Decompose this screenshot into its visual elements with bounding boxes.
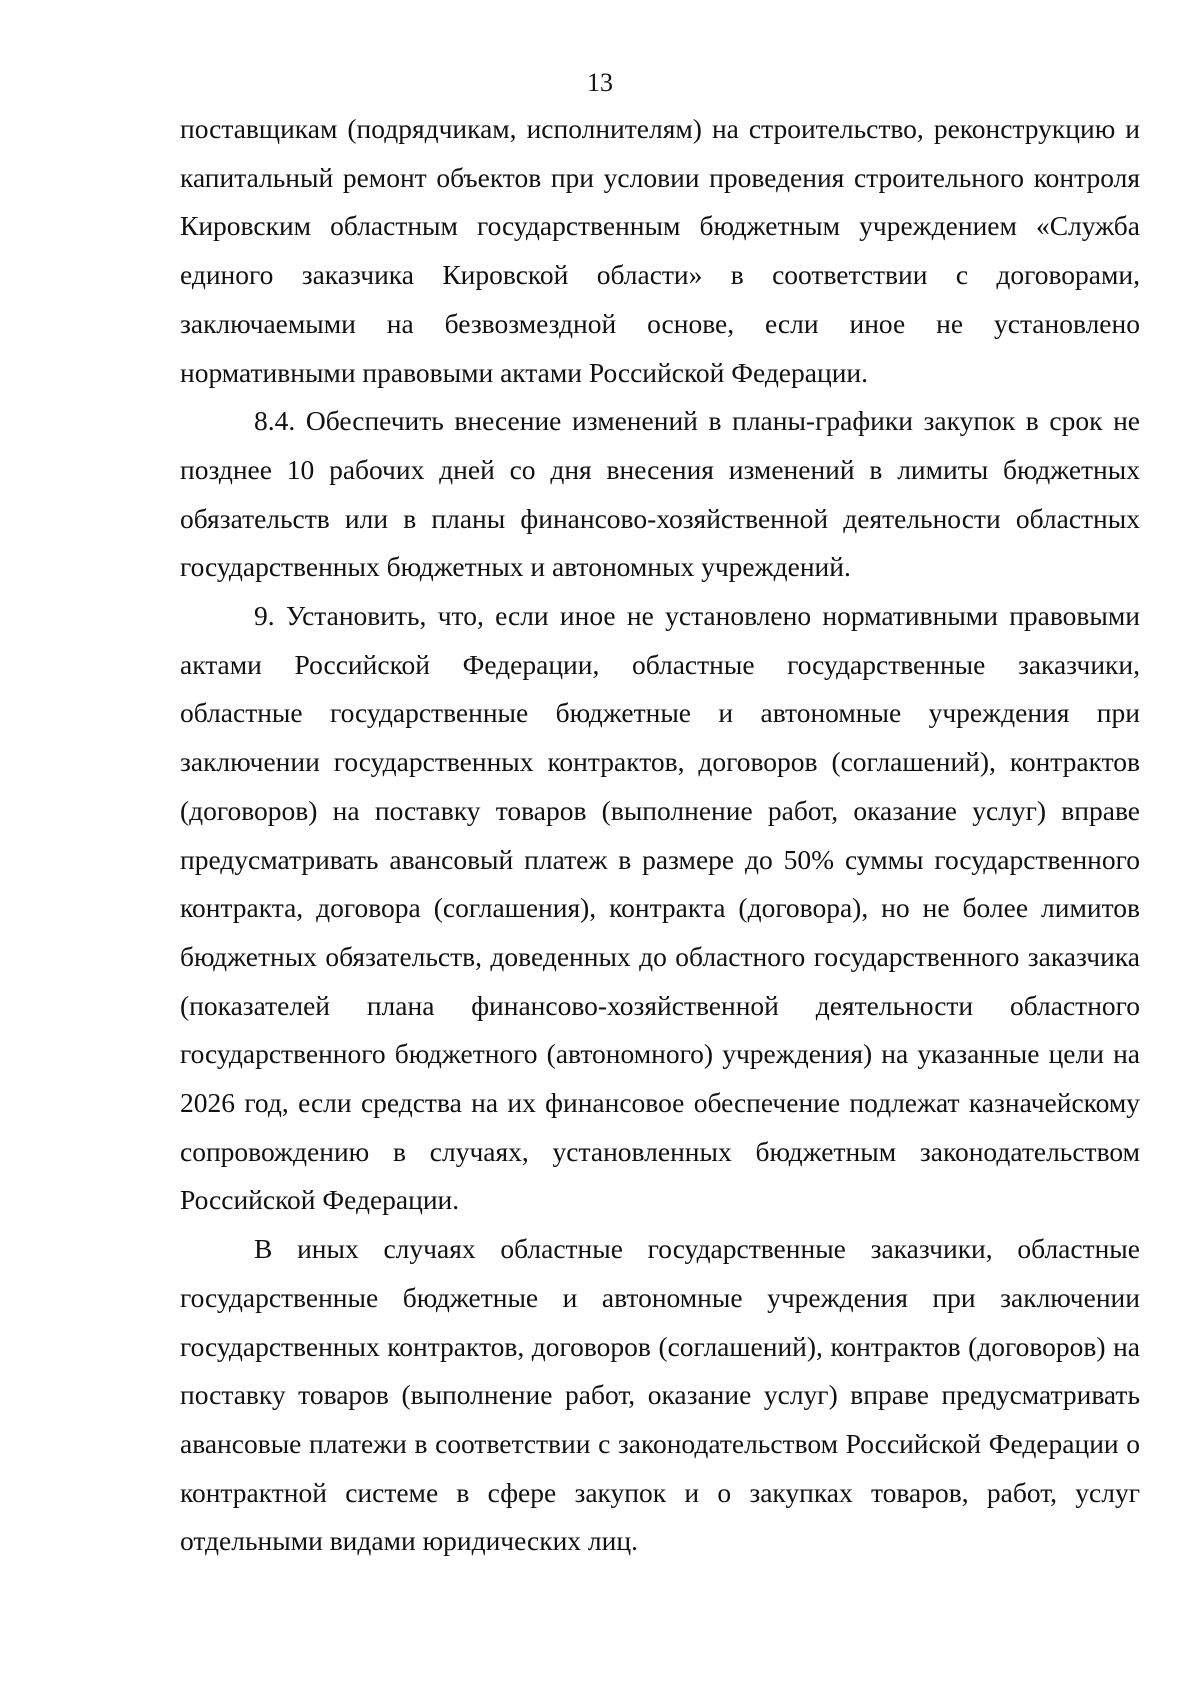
- document-body: [180, 105, 1140, 1566]
- page-number: 13: [587, 68, 613, 97]
- paragraph-9: 9. Установить, что, если иное не установлено нормативными правовыми актами Российской Федерации, областные государственные заказчики, областные государственные бюджетные и автономные учреждения при заключении государственных контрактов, договоров (соглашений), контрактов (договоров) на поставку товаров (выполнение работ, оказание услуг) вправе предусматривать авансовый платеж в размере до 50% суммы государственного контракта, договора (соглашения), контракта (договора), но не более лимитов бюджетных обязательств, доведенных до областного государственного заказчика (показателей плана финансово-хозяйственной деятельности областного государственного бюджетного (автономного) учреждения) на указанные цели на 2026 год, если средства на их финансовое обеспечение подлежат казначейскому сопровождению в случаях, установленных бюджетным законодательством Российской Федерации.: [180, 600, 1140, 1216]
- paragraph-8-4: 8.4. Обеспечить внесение изменений в планы-графики закупок в срок не позднее 10 рабочих дней со дня внесения изменений в лимиты бюджетных обязательств или в планы финансово-хозяйственной деятельности областных государственных бюджетных и автономных учреждений.: [180, 405, 1140, 583]
- paragraph-continuation: поставщикам (подрядчикам, исполнителям) на строительство, реконструкцию и капитальный ремонт объектов при условии проведения строительного контроля Кировским областным государственным бюджетным учреждением «Служба единого заказчика Кировской области» в соответствии с договорами, заключаемыми на безвозмездной основе, если иное не установлено нормативными правовыми актами Российской Федерации.: [180, 113, 1140, 388]
- paragraph-other-cases: В иных случаях областные государственные заказчики, областные государственные бюджетные и автономные учреждения при заключении государственных контрактов, договоров (соглашений), контрактов (договоров) на поставку товаров (выполнение работ, оказание услуг) вправе предусматривать авансовые платежи в соответствии с законодательством Российской Федерации о контрактной системе в сфере закупок и о закупках товаров, работ, услуг отдельными видами юридических лиц.: [180, 1233, 1140, 1557]
